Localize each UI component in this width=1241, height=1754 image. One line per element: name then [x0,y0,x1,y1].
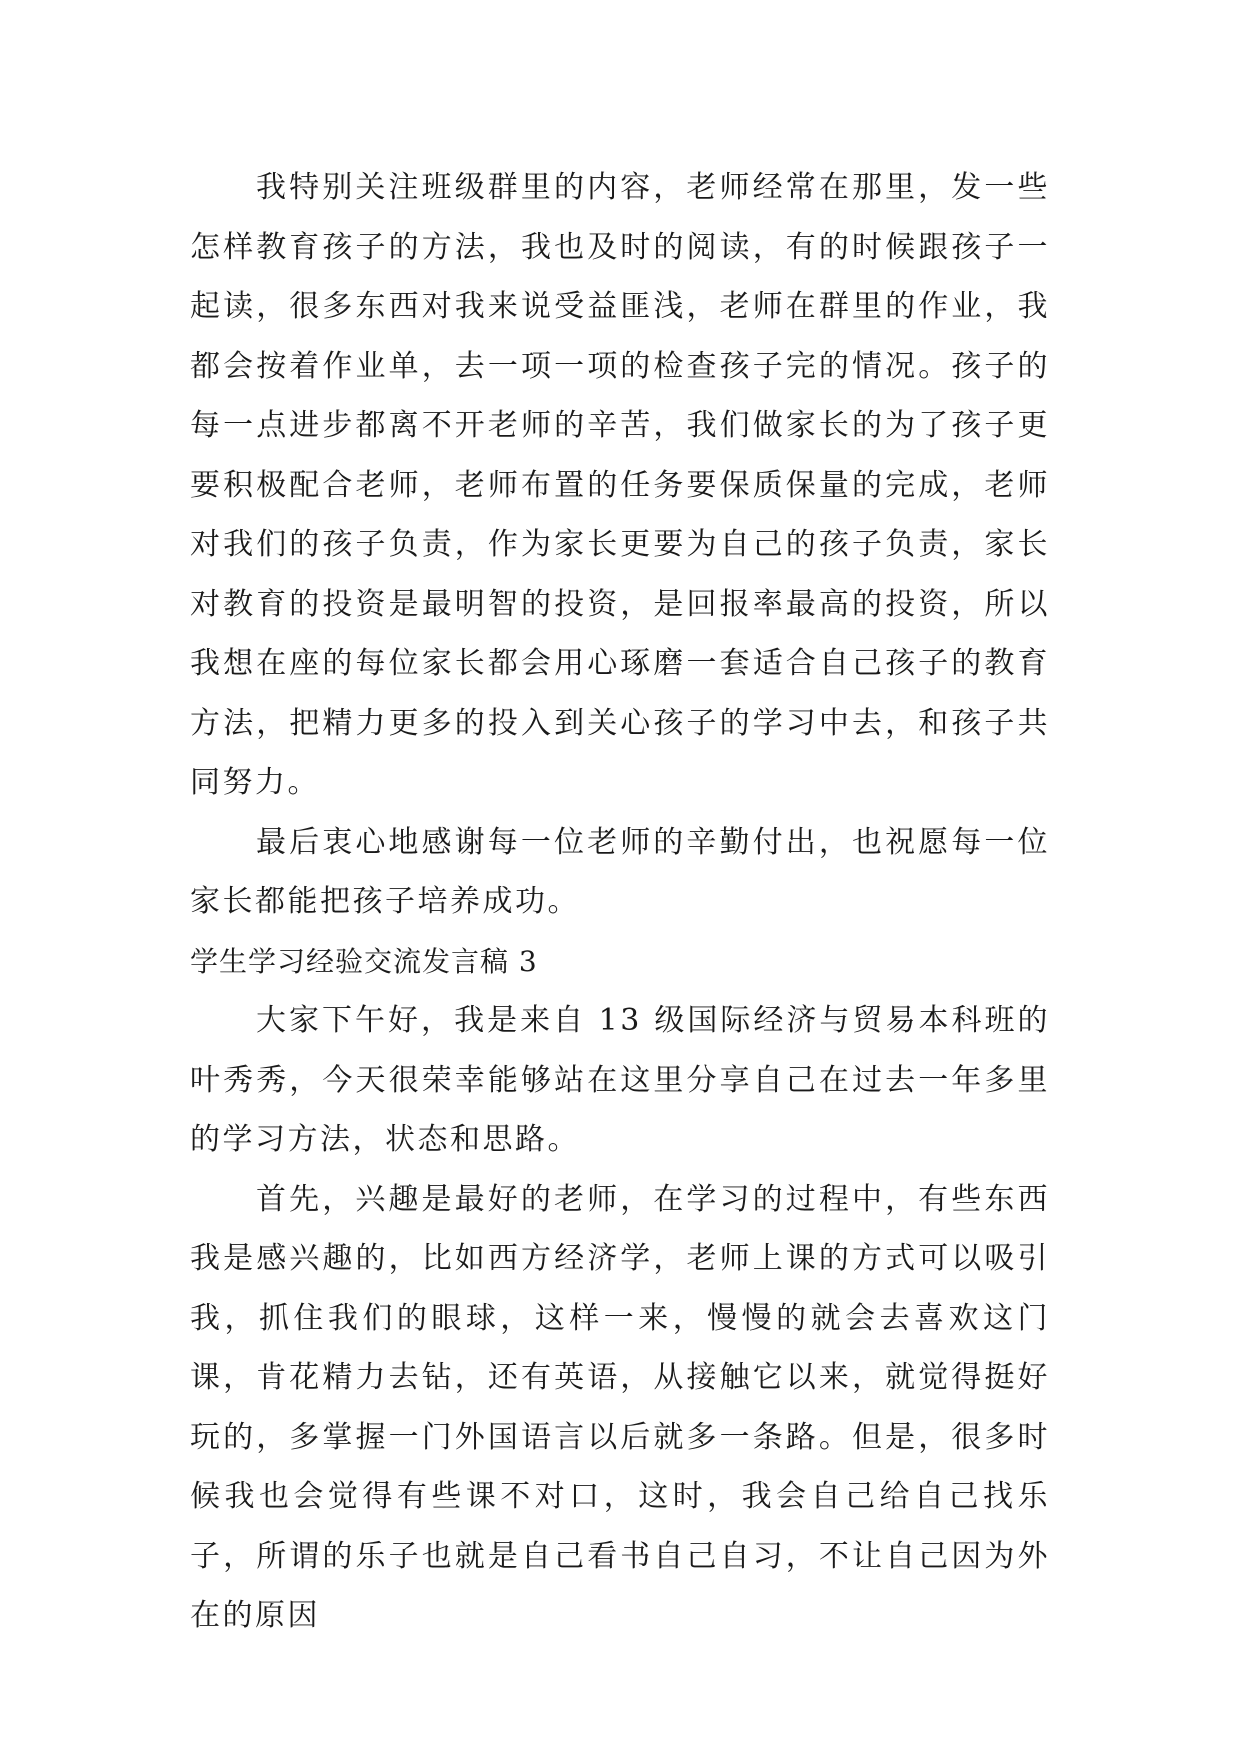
paragraph-student-intro: 大家下午好，我是来自 13 级国际经济与贸易本科班的叶秀秀，今天很荣幸能够站在这里分享自己在过去一年多里的学习方法，状态和思路。 [190,1003,1050,1157]
document-body [190,158,1050,1646]
section-heading: 学生学习经验交流发言稿 3 [190,944,538,978]
paragraph-student-interest: 首先，兴趣是最好的老师，在学习的过程中，有些东西我是感兴趣的，比如西方经济学，老师上课的方式可以吸引我，抓住我们的眼球，这样一来，慢慢的就会去喜欢这门课，肯花精力去钻，还有英语，从接触它以来，就觉得挺好玩的，多掌握一门外国语言以后就多一条路。但是，很多时候我也会觉得有些课不对口，这时，我会自己给自己找乐子，所谓的乐子也就是自己看书自己自习，不让自己因为外在的原因 [190,1181,1050,1633]
paragraph-parent-thanks-1: 我特别关注班级群里的内容，老师经常在那里，发一些怎样教育孩子的方法，我也及时的阅读，有的时候跟孩子一起读，很多东西对我来说受益匪浅，老师在群里的作业，我都会按着作业单，去一项一项的检查孩子完的情况。孩子的每一点进步都离不开老师的辛苦，我们做家长的为了孩子更要积极配合老师，老师布置的任务要保质保量的完成，老师对我们的孩子负责，作为家长更要为自己的孩子负责，家长对教育的投资是最明智的投资，是回报率最高的投资，所以我想在座的每位家长都会用心琢磨一套适合自己孩子的教育方法，把精力更多的投入到关心孩子的学习中去，和孩子共同努力。 [190,170,1050,800]
paragraph-parent-thanks-2: 最后衷心地感谢每一位老师的辛勤付出，也祝愿每一位家长都能把孩子培养成功。 [190,824,1050,919]
